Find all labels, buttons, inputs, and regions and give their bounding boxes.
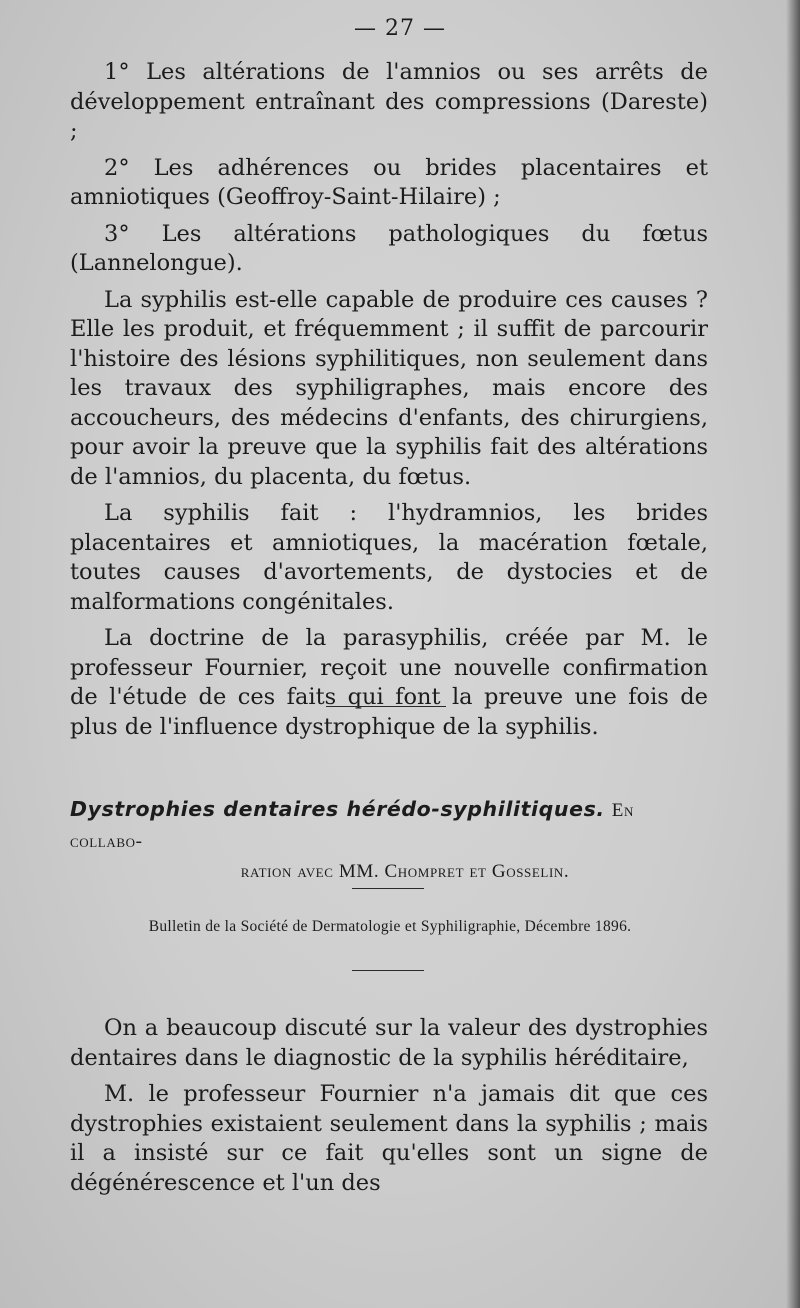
bulletin-reference: Bulletin de la Société de Dermatologie et Syphiligraphie, Décembre 1896. bbox=[148, 918, 632, 935]
paragraph: La syphilis est-elle capable de produire ces causes ? Elle les produit, et fréquemment ; il suffit de parcourir l'histoire des lésions syphilitiques, non seulement dans les travaux des syphiligraphes, mais encore des accoucheurs, des médecins d'enfants, des chirurgiens, pour avoir la preuve que la syphilis fait des altérations de l'amnios, du placenta, du fœtus. bbox=[70, 286, 708, 490]
article-authors-part1: En collabo- bbox=[70, 800, 634, 852]
article-heading bbox=[70, 794, 710, 887]
reference-divider bbox=[352, 970, 424, 971]
paragraph: La syphilis fait : l'hydramnios, les brides placentaires et amniotiques, la macération fœtale, toutes causes d'avortements, de dystocies et de malformations congénitales. bbox=[70, 500, 708, 615]
body-text-top bbox=[70, 58, 708, 749]
paragraph: 1° Les altérations de l'amnios ou ses arrêts de développement entraînant des compressions (Dareste) ; bbox=[70, 59, 708, 144]
article-title: Dystrophies dentaires hérédo-syphilitiques. bbox=[70, 797, 605, 821]
paragraph: La doctrine de la parasyphilis, créée par M. le professeur Fournier, reçoit une nouvelle confirmation de l'étude de ces faits qui font la preuve une fois de plus de l'influence dystrophique de la syphilis. bbox=[70, 625, 708, 740]
body-text-bottom bbox=[70, 1014, 708, 1205]
section-divider bbox=[326, 706, 446, 707]
paragraph: M. le professeur Fournier n'a jamais dit que ces dystrophies existaient seulement dans la syphilis ; mais il a insisté sur ce fait qu'elles sont un signe de dégénérescence et l'un des bbox=[70, 1081, 708, 1196]
paragraph: 2° Les adhérences ou brides placentaires et amniotiques (Geoffroy-Saint-Hilaire) ; bbox=[70, 154, 708, 210]
article-authors-part2: ration avec MM. Chompret et Gosselin. bbox=[240, 861, 570, 882]
paragraph: On a beaucoup discuté sur la valeur des dystrophies dentaires dans le diagnostic de la syphilis héréditaire, bbox=[70, 1015, 708, 1071]
page-number: — 27 — bbox=[354, 16, 446, 41]
paragraph: 3° Les altérations pathologiques du fœtus (Lannelongue). bbox=[70, 220, 708, 276]
heading-divider bbox=[352, 888, 424, 889]
